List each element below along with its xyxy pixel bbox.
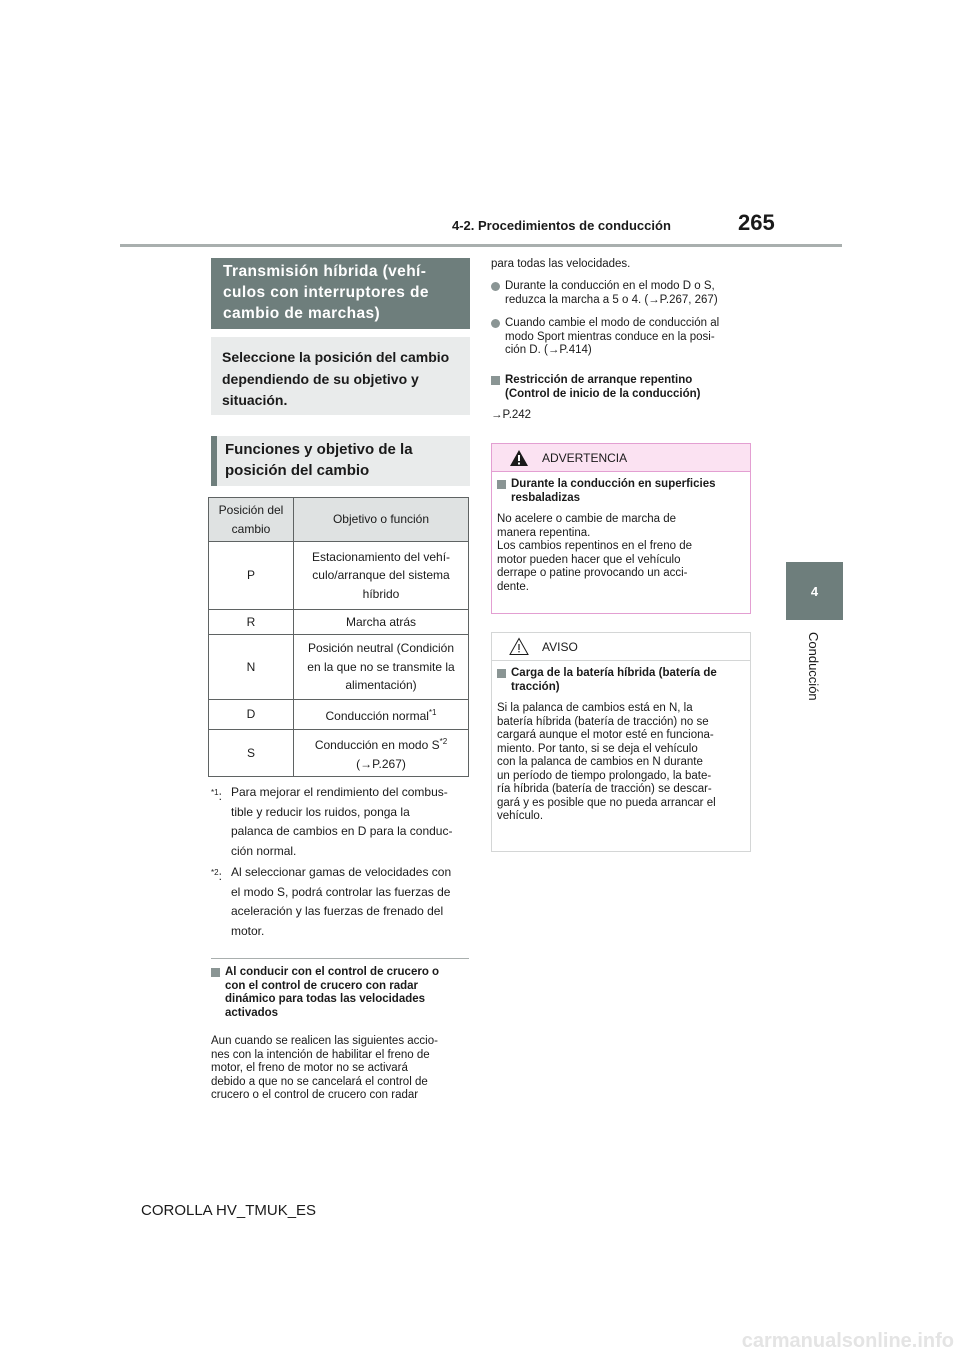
square-bullet-icon [491,376,500,385]
square-bullet-icon [211,968,220,977]
heading-line: Carga de la batería híbrida (batería de [511,667,717,679]
section-heading [211,258,470,329]
subsection-heading [211,436,470,486]
section-title: 4-2. Procedimientos de conducción [452,218,671,233]
bullet-line: Durante la conducción en el modo D o S, [505,280,715,292]
intro-box [211,337,470,415]
body-line: debido a que no se cancelará el control de [211,1075,428,1088]
bullet-line: modo Sport mientras conduce en la posi- [505,330,715,343]
restriction-heading [491,374,753,401]
warning-triangle-icon [509,449,529,467]
table-row [209,635,469,700]
body-line: derrape o patine provocando un acci- [497,567,688,579]
heading-line: Restricción de arranque repentino [505,374,693,386]
notice-label: AVISO [542,640,578,654]
subsection-heading-line: posición del cambio [225,462,370,479]
body-line: un período de tiempo prolongado, la bate- [497,769,712,782]
footnote [211,783,471,861]
heading-line: dinámico para todas las velocidades [225,993,426,1005]
section-heading-line: Transmisión híbrida (vehí- [223,263,427,280]
footnote-line: tible y reducir los ruidos, ponga la [231,804,410,819]
table-row [209,542,469,610]
shift-position-table [208,497,469,777]
table-header-function: Objetivo o función [294,498,469,542]
body-line: con la palanca de cambios en N durante [497,756,703,768]
watermark: carmanualsonline.info [741,1330,954,1352]
bullet-line: Cuando cambie el modo de conducción al [505,317,720,329]
square-bullet-icon [497,480,506,489]
section-heading-line: culos con interruptores de [223,284,429,301]
cell-line: alimentación) [345,678,417,693]
square-bullet-icon [497,669,506,678]
intro-line: Seleccione la posición del cambio [222,349,450,365]
cell-line: culo/arranque del sistema [312,568,450,583]
position-cell: D [209,700,294,730]
notice-box [491,632,751,852]
footnote-mark: $^{*1}$: [211,788,222,803]
continued-text: para todas las velocidades. [491,258,631,270]
cruise-heading [211,966,473,1020]
heading-line: resbaladizas [511,491,581,504]
cell-line: en la que no se transmite la [307,659,455,674]
cell-line: Posición neutral (Condición [307,641,455,656]
chapter-tab-label: Conducción [806,632,821,701]
body-line: gará y es posible que no pueda arrancar el [497,796,716,809]
warning-label: ADVERTENCIA [542,451,628,465]
bullet-line: reduzca la marcha a 5 o 4. (→P.267, 267) [505,293,718,306]
footnote [211,863,471,941]
body-line: ría híbrida (batería de tracción) se descar- [497,783,712,795]
position-cell: P [209,542,294,610]
function-cell [294,635,469,700]
heading-line: tracción) [511,680,560,693]
function-cell [294,542,469,610]
header-divider [120,244,842,247]
body-line: motor pueden hacer que el vehículo [497,553,681,566]
notice-heading [497,667,747,694]
heading-line: (Control de inicio de la conducción) [505,387,701,400]
table-header-position [209,498,294,542]
heading-line: activados [225,1006,279,1019]
function-cell: Marcha atrás [294,610,469,635]
subsection-heading-line: Funciones y objetivo de la [225,441,413,458]
page-number: 265 [738,210,775,235]
footnote-line: aceleración y las fuerzas de frenado del [231,904,444,918]
footnote-mark-text: *2 [211,868,219,877]
position-cell: R [209,610,294,635]
body-line: miento. Por tanto, si se deja el vehículo [497,742,698,755]
cell-line: (→P.267) [356,756,406,771]
intro-line: situación. [222,392,288,408]
bullet-dot-icon [491,319,500,328]
cell-line: híbrido [362,586,400,601]
body-line: cargará aunque el motor esté en funciona- [497,729,714,741]
body-line: nes con la intención de habilitar el freno de [211,1048,430,1061]
body-line: crucero o el control de crucero con radar [211,1089,419,1101]
body-line: Aun cuando se realicen las siguientes accio- [211,1035,438,1047]
body-line: manera repentina. [497,526,591,539]
body-line: motor, el freno de motor no se activará [211,1062,408,1074]
bullet-line: ción D. (→P.414) [505,344,592,356]
footnote-line: Para mejorar el rendimiento del combus- [231,785,448,799]
notice-body [497,702,747,824]
footnote-marker: *1 [428,707,437,717]
manual-footer: COROLLA HV_TMUK_ES [141,1202,317,1219]
heading-line: Durante la conducción en superficies [511,478,716,490]
bullet-dot-icon [491,282,500,291]
footnote-line: motor. [231,923,265,938]
footnote-mark: $^{*2}$: [211,868,222,883]
chapter-tab-number: 4 [786,562,843,620]
warning-body [497,513,747,594]
body-line: Los cambios repentinos en el freno de [497,540,692,552]
divider [211,958,469,959]
cell-text: Conducción normal [325,708,429,723]
heading-line: con el control de crucero con radar [225,979,418,992]
caution-triangle-icon [509,637,529,656]
function-cell [294,730,469,777]
body-line: No acelere o cambie de marcha de [497,513,676,525]
body-line: dente. [497,580,529,593]
body-line: batería híbrida (batería de tracción) no se [497,715,709,728]
page-reference-link[interactable]: →P.242 [491,409,532,421]
cell-line: Estacionamiento del vehí- [311,549,451,564]
function-cell [294,700,469,730]
header-line: cambio [231,521,271,536]
position-cell: S [209,730,294,777]
cell-text: Conducción en modo S [314,738,440,752]
body-line: vehículo. [497,810,544,822]
list-item [491,317,753,358]
table-row [209,730,469,777]
table-header-row [209,498,469,542]
section-heading-line: cambio de marchas) [223,305,381,322]
table-row [209,700,469,730]
notice-header [492,633,750,661]
footnote-marker: *2 [439,737,448,746]
position-cell: N [209,635,294,700]
warning-heading [497,478,747,505]
footnote-line: Al seleccionar gamas de velocidades con [231,865,452,879]
footnote-line: palanca de cambios en D para la conduc- [231,824,453,838]
heading-line: Al conducir con el control de crucero o [225,966,440,978]
list-item [491,280,753,307]
table-row [209,610,469,635]
body-line: Si la palanca de cambios está en N, la [497,702,693,714]
header-line: Posición del [218,503,284,517]
cruise-body [211,1035,473,1103]
footnote-mark-text: *1 [211,788,219,797]
warning-header [492,444,750,472]
warning-box [491,443,751,614]
footnote-line: el modo S, podrá controlar las fuerzas de [231,884,451,899]
footnote-line: ción normal. [231,843,297,858]
intro-line: dependiendo de su objetivo y [222,370,419,387]
